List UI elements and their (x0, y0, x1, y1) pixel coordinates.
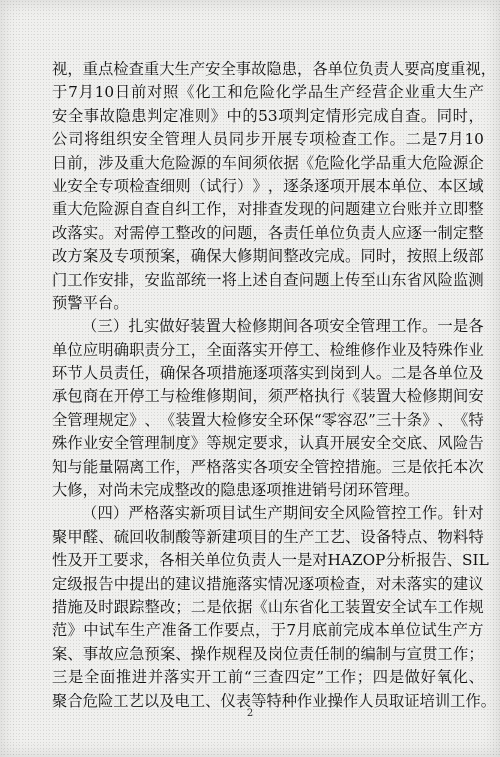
text-line: 安 全 事 故 隐 患 判 定 准 则 》 中 的 53 项 判 定 情 形 完 成 自 查 。 同 时 ， (52, 106, 484, 125)
text-line: 改 方 案 及 专 项 预 案 ， 确 保 大 修 期 间 整 改 完 成 。 同 时 ， 按 照 上 级 部 (52, 247, 484, 266)
text-line: 改 落 实 。 对 需 停 工 整 改 的 问 题 ， 各 责 任 单 位 负 责 人 应 逐 一 制 定 整 (52, 223, 484, 242)
text-line: 聚 合 危 险 工 艺 以 及 电 工 、 仪 表 等 特 种 作 业 操 作 人 员 取 证 培 训 工 作 。 (52, 691, 497, 710)
text-line: （ 四 ） 严 格 落 实 新 项 目 试 生 产 期 间 安 全 风 险 管 控 工 作 。 针 对 (82, 504, 484, 523)
document-body (52, 58, 497, 713)
text-line: 定 级 报 告 中 提 出 的 建 议 措 施 落 实 情 况 逐 项 检 查 ， 对 未 落 实 的 建 议 (52, 574, 484, 593)
text-line: 殊 作 业 安 全 管 理 制 度 》 等 规 定 要 求 ， 认 真 开 展 安 全 交 底 、 风 险 告 (52, 434, 484, 453)
text-line: 环 节 人 员 责 任 ， 确 保 各 项 措 施 逐 项 落 实 到 岗 到 人 。 二 是 各 单 位 及 (52, 364, 484, 383)
text-line: 视 ， 重 点 检 查 重 大 生 产 安 全 事 故 隐 患 ， 各 单 位 负 责 人 要 高 度 重 视 ， (52, 60, 497, 78)
text-line: 大修，对尚未完成整改的隐患逐项推进销号闭环管理。 (52, 481, 420, 500)
text-line: 案 、 事 故 应 急 预 案 、 操 作 规 程 及 岗 位 责 任 制 的 编 制 与 宣 贯 工 作 ； (52, 644, 484, 663)
text-line: 范 》 中 试 车 生 产 准 备 工 作 要 点 ， 于 7 月 底 前 完 成 本 单 位 试 生 产 方 (52, 621, 484, 640)
text-line: 单 位 应 明 确 职 责 分 工 ， 全 面 落 实 开 停 工 、 检 维 修 作 业 及 特 殊 作 业 (52, 340, 484, 359)
text-line: 性 及 开 工 要 求 ， 各 相 关 单 位 负 责 人 一 是 对 HAZOP 分 析 报 告 、 SIL (52, 551, 489, 570)
text-line: 业 安 全 专 项 检 查 细 则 （ 试 行 ） 》 ， 逐 条 逐 项 开 展 本 单 位 、 本 区 域 (52, 176, 484, 195)
text-line: 日 前 ， 涉 及 重 大 危 险 源 的 车 间 须 依 据 《 危 险 化 学 品 重 大 危 险 源 企 (52, 153, 484, 172)
text-line: 于 7 月 10 日 前 对 照 《 化 工 和 危 险 化 学 品 生 产 经 营 企 业 重 大 生 产 (52, 83, 484, 102)
text-line: 知 与 能 量 隔 离 工 作 ， 严 格 落 实 各 项 安 全 管 控 措 施 。 三 是 依 托 本 次 (52, 457, 484, 476)
text-line: 预警平台。 (52, 293, 129, 312)
text-line: 三 是 全 面 推 进 并 落 实 开 工 前 “ 三 查 四 定 ” 工 作 ； 四 是 做 好 氧 化 、 (52, 668, 484, 687)
text-line: 措 施 及 时 跟 踪 整 改 ； 二 是 依 据 《 山 东 省 化 工 装 置 安 全 试 车 工 作 规 (52, 597, 484, 616)
text-line: 全 管 理 规 定 》 、 《 装 置 大 检 修 安 全 环 保 “ 零 容 忍 ” 三 十 条 》 、 《 特 (52, 410, 484, 429)
text-line: 门 工 作 安 排 ， 安 监 部 统 一 将 上 述 自 查 问 题 上 传 至 山 东 省 风 险 监 测 (52, 270, 484, 289)
text-line: 重 大 危 险 源 自 查 自 纠 工 作 ， 对 排 查 发 现 的 问 题 建 立 台 账 并 立 即 整 (52, 200, 484, 219)
text-line: 承 包 商 在 开 停 工 与 检 维 修 期 间 ， 须 严 格 执 行 《 装 置 大 检 修 期 间 安 (52, 387, 484, 406)
text-line: 聚 甲 醛 、 硫 回 收 制 酸 等 新 建 项 目 的 生 产 工 艺 、 设 备 特 点 、 物 料 特 (52, 527, 484, 546)
page-number: 2 (246, 708, 254, 719)
text-line: 公 司 将 组 织 安 全 管 理 人 员 同 步 开 展 专 项 检 查 工 作 。 二 是 7 月 10 (52, 130, 484, 149)
text-line: （ 三 ） 扎 实 做 好 装 置 大 检 修 期 间 各 项 安 全 管 理 工 作 。 一 是 各 (82, 317, 484, 336)
